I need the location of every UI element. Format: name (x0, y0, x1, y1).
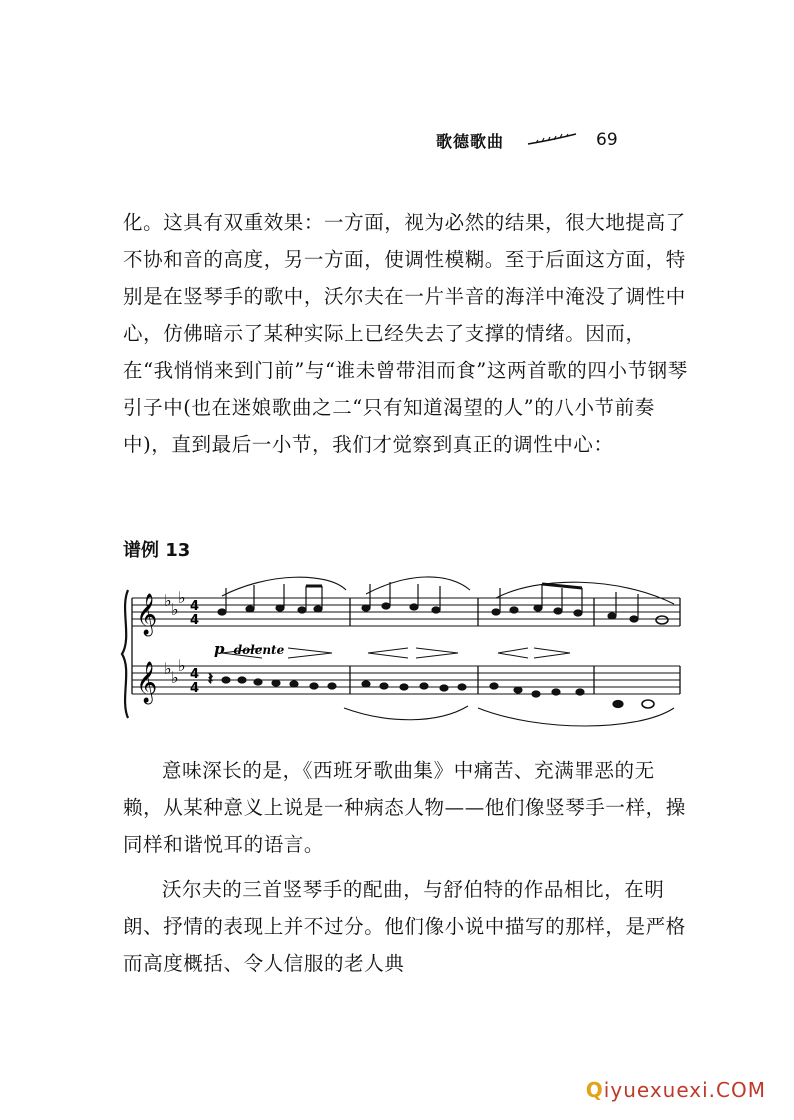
body-paragraph (123, 204, 693, 463)
dynamic-marking: p dolente (214, 640, 285, 658)
body-continuation (123, 752, 693, 990)
paragraph-3: 沃尔夫的三首竖琴手的配曲，与舒伯特的作品相比，在明朗、抒情的表现上并不过分。他们像小说中描写的那样，是严格而高度概括、令人信服的老人典 (123, 878, 686, 975)
time-sig-top-lower: 4 (190, 667, 200, 682)
svg-text:♭: ♭ (178, 588, 186, 607)
running-header (436, 124, 618, 156)
quill-flourish-icon (526, 132, 578, 148)
lower-notes (208, 669, 654, 708)
svg-text:♭: ♭ (171, 668, 179, 687)
key-signature-lower (164, 656, 186, 687)
time-sig-top: 4 (190, 599, 200, 614)
paragraph-2: 意味深长的是，《西班牙歌曲集》中痛苦、充满罪恶的无赖，从某种意义上说是一种病态人物——他们像竖琴手一样，操同样和谐悦耳的语言。 (123, 759, 686, 856)
watermark-rest: iyuexuexi.COM (603, 1078, 766, 1102)
treble-staff (132, 598, 680, 626)
svg-text:♭: ♭ (178, 656, 186, 675)
svg-text:♭: ♭ (164, 659, 172, 678)
treble-clef-lower-icon: 𝄞 (136, 662, 158, 703)
key-signature-upper (164, 588, 186, 619)
time-sig-bottom-lower: 4 (190, 681, 200, 696)
svg-text:♭: ♭ (171, 600, 179, 619)
svg-text:♭: ♭ (164, 591, 172, 610)
running-head-title: 歌德歌曲 (436, 131, 505, 151)
time-sig-bottom: 4 (190, 613, 200, 628)
upper-notes (218, 582, 668, 624)
system-brace (122, 590, 128, 718)
paragraph-1: 化。这具有双重效果：一方面，视为必然的结果，很大地提高了不协和音的高度，另一方面，使调性模糊。至于后面这方面，特别是在竖琴手的歌中，沃尔夫在一片半音的海洋中淹没了调性中心，仿佛暗示了某种实际上已经失去了支撑的情绪。因而，在“我悄悄来到门前”与“谁未曾带泪而食”这两首歌的四小节钢琴引子中(也在迷娘歌曲之二“只有知道渴望的人”的八小节前奏中)，直到最后一小节，我们才觉察到真正的调性中心： (123, 211, 688, 456)
svg-text:𝄽: 𝄽 (208, 669, 213, 688)
example-caption: 谱例 13 (123, 540, 191, 561)
site-watermark (586, 1078, 766, 1102)
music-score-example (118, 568, 688, 738)
treble-clef-icon: 𝄞 (136, 594, 158, 635)
watermark-q: Q (585, 1078, 604, 1102)
page-number: 69 (596, 130, 618, 150)
